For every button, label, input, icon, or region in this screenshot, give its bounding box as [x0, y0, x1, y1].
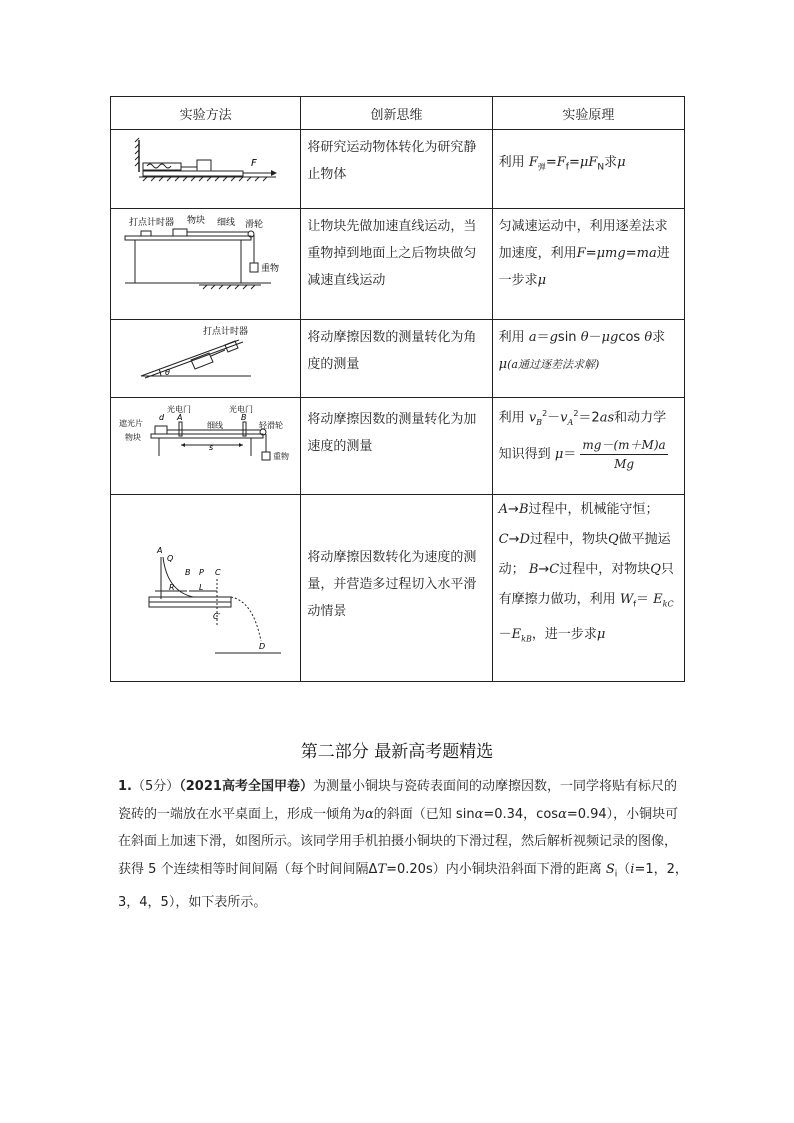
svg-text:Q: Q	[167, 554, 174, 563]
section-title: 第二部分 最新高考题精选	[300, 742, 494, 762]
question-source: （2021高考全国甲卷）	[179, 779, 313, 794]
photogate-diagram	[111, 398, 300, 490]
svg-text:重物: 重物	[261, 264, 280, 274]
svg-text:d: d	[159, 413, 165, 422]
idea-cell: 将动摩擦因数转化为速度的测量，并营造多过程切入水平滑动情景	[301, 495, 492, 682]
svg-text:θ: θ	[165, 368, 170, 377]
table-row	[111, 398, 685, 495]
svg-text:P: P	[199, 568, 204, 577]
svg-text:遮光片: 遮光片	[119, 419, 143, 428]
method-cell	[111, 398, 301, 495]
method-cell	[111, 209, 301, 320]
table-row	[111, 130, 685, 209]
force-label: F	[251, 158, 257, 169]
svg-text:A: A	[157, 546, 163, 555]
idea-cell: 将动摩擦因数的测量转化为角度的测量	[301, 320, 492, 398]
principle-cell: A→B过程中，机械能守恒； C→D过程中，物块Q做平抛运动； B→C过程中，对物块Q只有摩擦力做功，利用 $W_f= E_{kC}-E_{kB}$，进一步求μ	[492, 495, 684, 682]
table-row	[111, 495, 685, 682]
incline-diagram	[111, 320, 300, 393]
idea-cell: 将研究运动物体转化为研究静止物体	[301, 130, 492, 209]
svg-text:A: A	[177, 413, 183, 422]
svg-text:打点计时器: 打点计时器	[129, 218, 175, 228]
svg-text:D: D	[259, 642, 266, 651]
header-idea: 创新思维	[301, 97, 492, 130]
spring-scale-diagram	[111, 130, 300, 204]
svg-text:s: s	[209, 443, 214, 452]
svg-text:R: R	[169, 583, 175, 592]
idea-cell: 将动摩擦因数的测量转化为加速度的测量	[301, 398, 492, 495]
experiment-table	[110, 96, 685, 682]
svg-text:B: B	[241, 413, 247, 422]
method-cell	[111, 320, 301, 398]
svg-text:物块: 物块	[125, 433, 141, 442]
method-cell	[111, 130, 301, 209]
svg-text:滑轮: 滑轮	[245, 220, 264, 230]
svg-text:轻滑轮: 轻滑轮	[259, 421, 283, 430]
question-1: 1.（5分）（2021高考全国甲卷）为测量小铜块与瓷砖表面间的动摩擦因数，一同学将贴有标尺的瓷砖的一端放在水平桌面上，形成一倾角为α的斜面（已知 sinα=0.34，cosα=0.94），小铜块可在斜面上加速下滑，如图所示。该同学用手机拍摄小铜块的下滑过程，然后解析视频记录的图像，获得 5 个连续相等时间间隔（每个时间间隔ΔT=0.20s）内小铜块沿斜面下滑的距离 $S_i(i=1$，2，3，4，5），如下表所示。	[118, 779, 688, 910]
svg-text:物块: 物块	[187, 216, 206, 226]
svg-text:重物: 重物	[273, 452, 289, 461]
svg-text:光电门: 光电门	[167, 405, 191, 414]
svg-text:L: L	[199, 583, 204, 592]
table-row	[111, 209, 685, 320]
header-principle: 实验原理	[492, 97, 684, 130]
svg-text:细线: 细线	[217, 218, 236, 228]
question-score: （5分）	[131, 779, 180, 794]
principle-cell: 利用 $v_B^2-v_A^2=2as$和动力学知识得到 μ＝ $\frac{mg-(m+M)a}{Mg}$	[492, 398, 684, 495]
svg-text:B: B	[185, 568, 191, 577]
principle-cell: 利用 a＝gsin θ－μgcos θ求 μ(a通过逐差法求解)	[492, 320, 684, 398]
question-number: 1.	[118, 779, 132, 794]
svg-text:C′: C′	[213, 612, 221, 621]
idea-cell: 让物块先做加速直线运动，当重物掉到地面上之后物块做匀减速直线运动	[301, 209, 492, 320]
table-header-row	[111, 97, 685, 130]
method-cell	[111, 495, 301, 682]
header-method: 实验方法	[111, 97, 301, 130]
principle-cell: 利用 $F_弹=F_f=\mu F_N$求μ	[492, 130, 684, 209]
svg-text:打点计时器: 打点计时器	[203, 327, 249, 337]
table-row	[111, 320, 685, 398]
principle-cell: 匀减速运动中，利用逐差法求加速度，利用F=μmg=ma进一步求μ	[492, 209, 684, 320]
svg-text:细线: 细线	[207, 421, 223, 430]
svg-text:C: C	[215, 568, 221, 577]
track-projectile-diagram	[111, 495, 300, 677]
pulley-weight-diagram	[111, 209, 300, 315]
friction-fraction: $\frac{mg-(m+M)a}{Mg}$	[582, 437, 666, 471]
svg-text:光电门: 光电门	[229, 405, 253, 414]
